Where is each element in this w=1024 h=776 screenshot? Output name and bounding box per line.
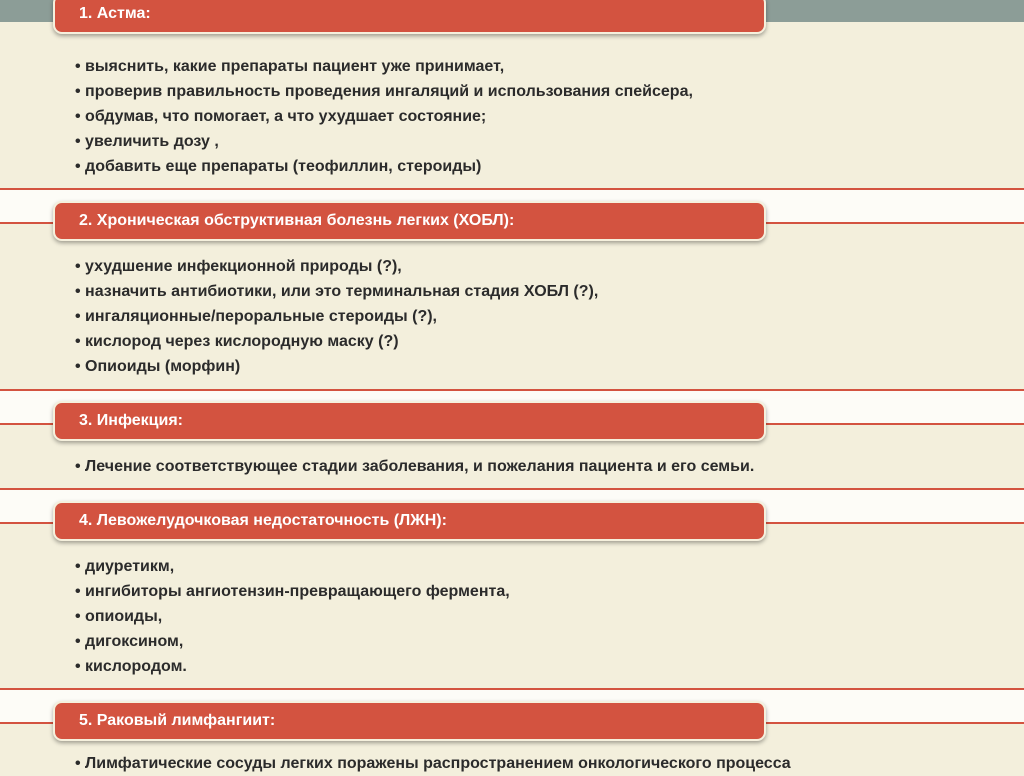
- list-item: • обдумав, что помогает, а что ухудшает состояние;: [75, 104, 693, 129]
- section-2-header: 2. Хроническая обструктивная болезнь легких (ХОБЛ):: [53, 201, 766, 241]
- list-item: • добавить еще препараты (теофиллин, стероиды): [75, 154, 693, 179]
- list-item: • Опиоиды (морфин): [75, 354, 598, 379]
- list-item: • Лимфатические сосуды легких поражены распространением онкологического процесса: [75, 751, 791, 776]
- list-item: • ингаляционные/пероральные стероиды (?),: [75, 304, 598, 329]
- section-2-list: [75, 254, 598, 379]
- list-item: • диуретикм,: [75, 554, 510, 579]
- list-item: • назначить антибиотики, или это терминальная стадия ХОБЛ (?),: [75, 279, 598, 304]
- list-item: • кислородом.: [75, 654, 510, 679]
- section-1-list: [75, 54, 693, 179]
- list-item: • проверив правильность проведения ингаляций и использования спейсера,: [75, 79, 693, 104]
- list-item: • кислород через кислородную маску (?): [75, 329, 598, 354]
- section-5-list: [75, 751, 791, 776]
- section-3-list: [75, 454, 754, 479]
- section-3-header: 3. Инфекция:: [53, 401, 766, 441]
- list-item: • дигоксином,: [75, 629, 510, 654]
- section-4-header: 4. Левожелудочковая недостаточность (ЛЖН):: [53, 501, 766, 541]
- list-item: • ингибиторы ангиотензин-превращающего фермента,: [75, 579, 510, 604]
- list-item: • Лечение соответствующее стадии заболевания, и пожелания пациента и его семьи.: [75, 454, 754, 479]
- list-item: • ухудшение инфекционной природы (?),: [75, 254, 598, 279]
- list-item: • выяснить, какие препараты пациент уже принимает,: [75, 54, 693, 79]
- section-5-header: 5. Раковый лимфангиит:: [53, 701, 766, 741]
- section-4-list: [75, 554, 510, 679]
- section-1-header: 1. Астма:: [53, 0, 766, 34]
- list-item: • опиоиды,: [75, 604, 510, 629]
- list-item: • увеличить дозу ,: [75, 129, 693, 154]
